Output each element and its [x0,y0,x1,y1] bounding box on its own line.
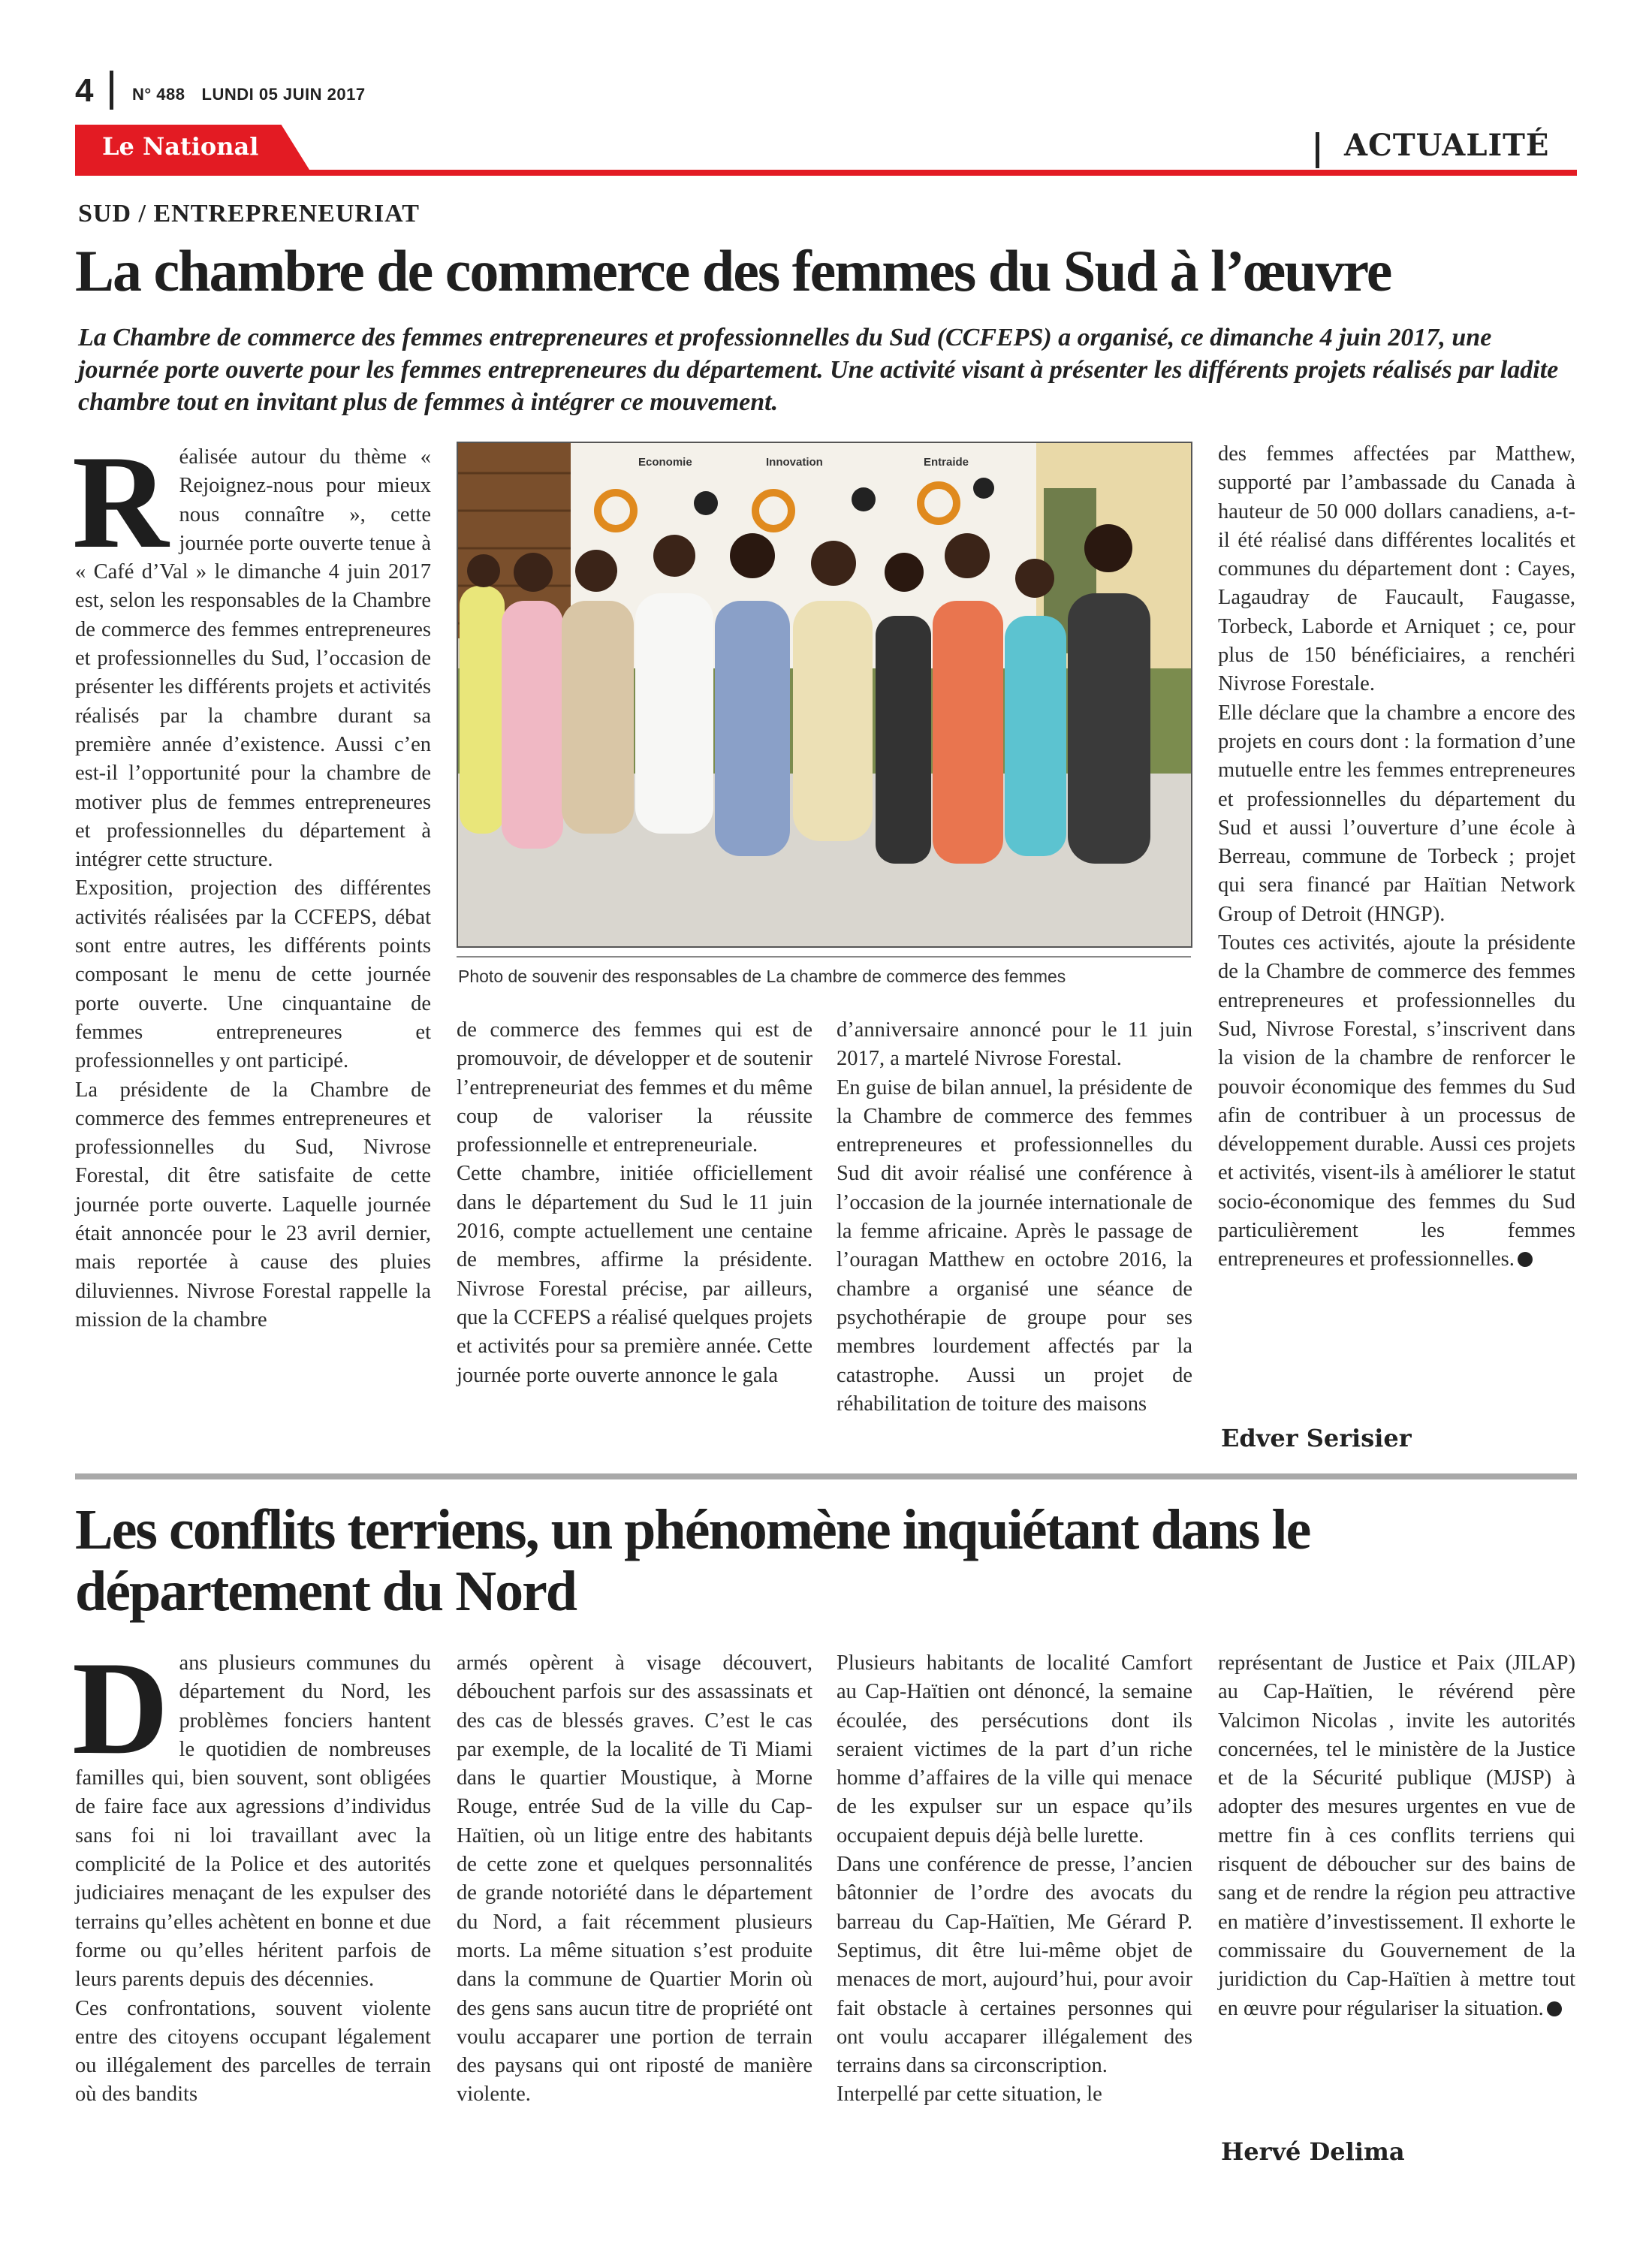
banner-word: Entraide [924,456,969,469]
issue-date: LUNDI 05 JUIN 2017 [201,85,366,104]
paragraph: d’anniversaire annoncé pour le 11 juin 2017, a martelé Nivrose Forestal. [837,1018,1192,1071]
article2-column-2 [457,1649,812,2110]
article2-byline: Hervé Delima [1221,2137,1405,2166]
section-label: ACTUALITÉ [1344,128,1550,163]
banner-word: Economie [638,456,692,469]
article1-column-1 [72,427,431,1335]
page-number-divider [110,71,113,110]
paragraph: ans plusieurs communes du département du Nord, les problèmes fonciers hantent le quotidien de nombreuses familles qui, bien souvent, sont obligées de faire face aux agressions d’individus sans foi ni loi travaillant avec la complicité de la Police et des autorités judiciaires menaçant de les expulser des terrains qu’elles achètent en bonne et due forme ou qu’elles héritent parfois de leurs parents depuis des décennies. [75,1651,431,1992]
paragraph: Ces confrontations, souvent violente entre des citoyens occupant légalement ou illégalement des parcelles de terrain où des bandits [75,1996,431,2107]
banner-word: Innovation [766,456,823,469]
paragraph: de commerce des femmes qui est de promouvoir, de développer et de soutenir l’entrepreneuriat des femmes et du même coup de valoriser la réussite professionnelle et entrepreneuriale. [457,1018,812,1157]
paragraph: armés opèrent à visage découvert, débouchent parfois sur des assassinats et des cas de blessés graves. C’est le cas par exemple, de la localité de Ti Miami dans le quartier Moustique, à Morne Rouge, entrée Sud de la ville du Cap-Haïtien, où un litige entre des habitants de cette zone et quelques personnalités de grande notoriété dans le département du Nord, a fait récemment plusieurs morts. La même situation s’est produite dans la commune de Quartier Morin où des gens sans aucun titre de propriété ont voulu accaparer une portion de terrain des paysans qui ont riposté de manière violente. [457,1651,812,2107]
article1-byline: Edver Serisier [1221,1424,1412,1452]
paragraph: Dans une conférence de presse, l’ancien bâtonnier de l’ordre des avocats du barreau du Cap-Haïtien, Me Gérard P. Septimus, dit être lui-même objet de menaces de mort, aujourd’hui, pour avoir fait obstacle à certaines personnes qui ont voulu accaparer illégalement des terrains dans sa circonscription. [837,1853,1192,2078]
headline-line: Les conflits terriens, un phénomène inquiétant dans le [75,1498,1310,1561]
section-divider [1316,132,1319,168]
paragraph: éalisée autour du thème « Rejoignez-nous pour mieux nous connaître », cette journée porte ouverte tenue à « Café d’Val » le dimanche 4 juin 2017 est, selon les responsables de la Chambre de commerce des femmes entrepreneures et professionnelles du Sud, l’occasion de présenter les différents projets et activités réalisés par la chambre durant sa première année d’existence. Aussi c’en est-il l’opportunité pour la chambre de motiver plus de femmes entrepreneures et professionnelles du département à intégrer cette structure. [75,445,431,872]
article2-column-1 [72,1633,431,2110]
page-number: 4 [75,72,94,109]
dropcap: D [72,1633,169,1782]
article2-column-3 [837,1649,1192,2110]
end-mark-icon [1518,1252,1533,1267]
brand-name: Le National [102,132,259,161]
article1-lead: La Chambre de commerce des femmes entrepreneures et professionnelles du Sud (CCFEPS) a organisé, ce dimanche 4 juin 2017, une journée porte ouverte pour les femmes entrepreneures du département. Une activité visant à présenter les différents projets réalisés par ladite chambre tout en invitant plus de femmes à intégrer ce mouvement. [78,324,1559,416]
header-rule [75,170,1577,176]
article1-kicker: SUD / ENTREPRENEURIAT [78,200,420,228]
group-photo [457,442,1192,948]
issue-number: N° 488 [132,85,185,104]
paragraph-text: représentant de Justice et Paix (JILAP) au Cap-Haïtien, le révérend père Valcimon Nicolas , invite les autorités concernées, tel le ministère de la Justice et de la Sécurité publique (MJSP) à adopter des mesures urgentes en vue de mettre fin à ces conflits terriens qui risquent de déboucher sur des bains de sang et de rendre la région peu attractive en matière d’investissement. Il exhorte le commissaire du Gouvernement de la juridiction du Cap-Haïtien à mettre tout en œuvre pour régulariser la situation. [1218,1651,1575,2020]
paragraph: En guise de bilan annuel, la présidente de la Chambre de commerce des femmes entrepreneures et professionnelles du Sud dit avoir réalisé une conférence à l’occasion de la journée internationale de la femme africaine. Après le passage de l’ouragan Matthew en octobre 2016, la chambre a organisé une séance de psychothérapie de groupe pour ses membres lourdement affectés par la catastrophe. Aussi un projet de réhabilitation de toiture des maisons [837,1075,1192,1416]
paragraph: Interpellé par cette situation, le [837,2083,1102,2107]
paragraph: La présidente de la Chambre de commerce des femmes entrepreneures et professionnelles du Sud, Nivrose Forestal, dit être satisfaite de cette journée porte ouverte. Laquelle journée était annoncée pour le 23 avril dernier, mais reportée à cause des pluies diluviennes. Nivrose Forestal rappelle la mission de la chambre [75,1078,431,1332]
article1-headline: La chambre de commerce des femmes du Sud à l’œuvre [75,238,1391,303]
paragraph: Plusieurs habitants de localité Camfort au Cap-Haïtien ont dénoncé, la semaine écoulée, des persécutions dont ils seraient victimes de la part d’un riche homme d’affaires de la ville qui menace de les expulser sur un espace qu’ils occupaient depuis déjà belle lurette. [837,1651,1192,1847]
paragraph: Cette chambre, initiée officiellement dans le département du Sud le 11 juin 2016, compte actuellement une centaine de membres, affirme la présidente. Nivrose Forestal précise, par ailleurs, que la CCFEPS a réalisé quelques projets et activités pour sa première année. Cette journée porte ouverte annonce le gala [457,1162,812,1387]
headline-line: département du Nord [75,1560,577,1623]
issue-info [132,85,382,104]
paragraph [1218,1649,1575,2023]
paragraph: Elle déclare que la chambre a encore des projets en cours dont : la formation d’une mutuelle entre les femmes entrepreneures et professionnelles du département du Sud et aussi l’ouverture d’une école à Berreau, commune de Torbeck ; projet qui sera financé par Haïtian Network Group of Detroit (HNGP). [1218,701,1575,926]
paragraph-text: Toutes ces activités, ajoute la présidente de la Chambre de commerce des femmes entrepreneures et professionnelles du Sud, Nivrose Forestal, s’inscrivent dans la vision de la chambre de renforcer le pouvoir économique des femmes du Sud afin de contribuer à un processus de développement durable. Aussi ces projets et activités, visent-ils à améliorer le statut socio-économique des femmes du Sud particulièrement les femmes entrepreneures et professionnelles. [1218,931,1575,1271]
paragraph: des femmes affectées par Matthew, supporté par l’ambassade du Canada à hauteur de 50 000 dollars canadiens, a-t-il été réalisé dans différentes localités et communes du département dont : Cayes, Lagaudray de Faucault, Faugasse, Torbeck, Laborde et Arniquet ; ce, pour plus de 150 bénéficiaires, a renchéri Nivrose Forestale. [1218,442,1575,696]
dropcap: R [72,427,169,576]
caption-rule [457,956,1191,958]
end-mark-icon [1547,2001,1562,2016]
article1-column-4 [1218,440,1575,1274]
article1-column-2 [457,1016,812,1390]
article2-headline [75,1499,1577,1622]
paragraph: Exposition, projection des différentes activités réalisées par la CCFEPS, débat sont entre autres, les différents points composant le menu de cette journée porte ouverte. Une cinquantaine de femmes entrepreneures et professionnelles y ont participé. [75,876,431,1073]
article2-column-4 [1218,1649,1575,2023]
paragraph [1218,929,1575,1274]
photo-caption: Photo de souvenir des responsables de La chambre de commerce des femmes [458,967,1066,986]
article-separator [75,1473,1577,1479]
article1-column-3 [837,1016,1192,1419]
